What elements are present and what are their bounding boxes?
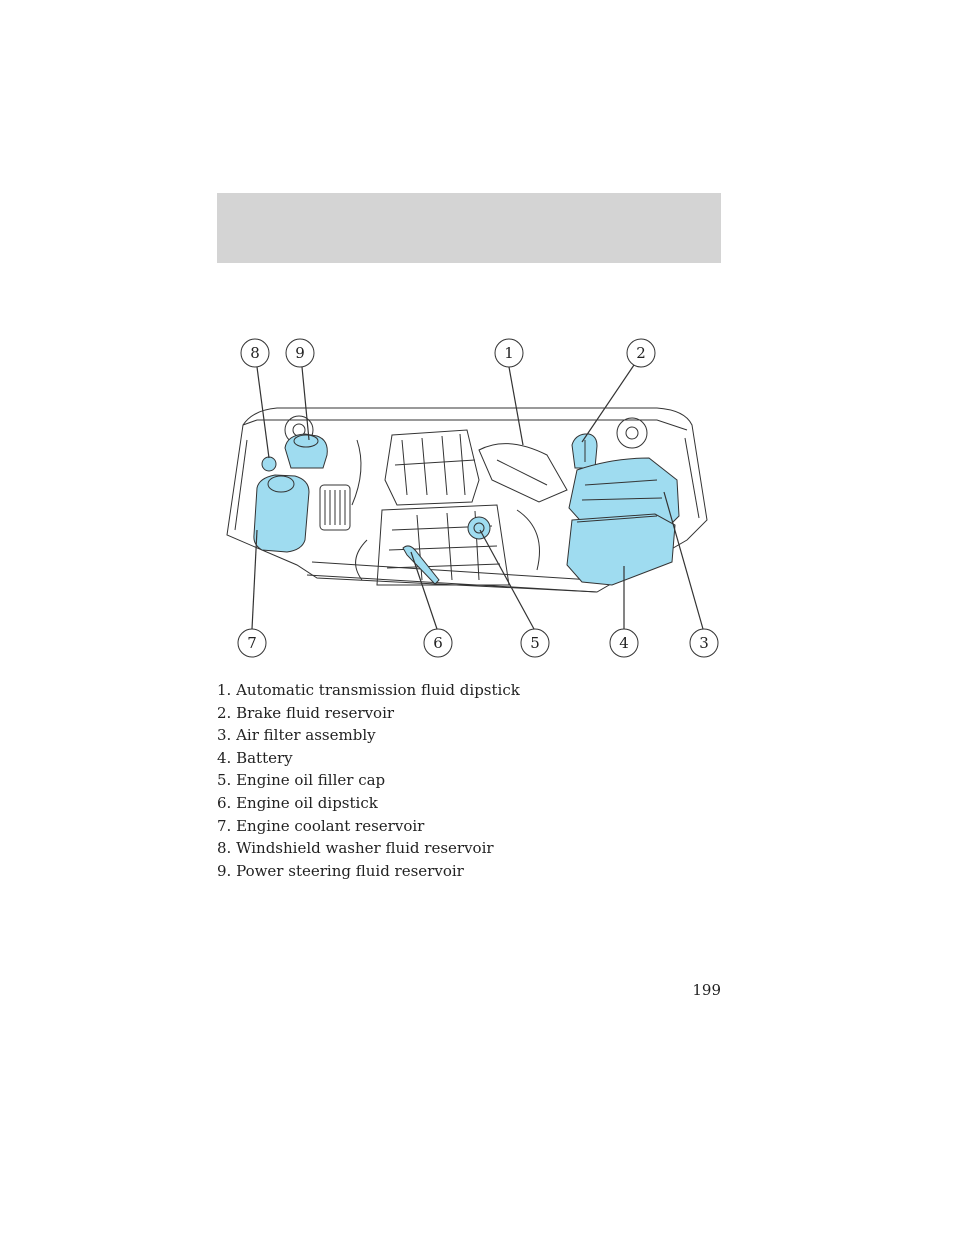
component-legend <box>217 679 520 882</box>
callout-number: 4 <box>619 634 629 652</box>
engine-oil-filler-cap <box>468 517 490 539</box>
windshield-washer-cap <box>262 457 276 471</box>
legend-item: 9. Power steering fluid reservoir <box>217 861 464 880</box>
battery <box>567 514 675 585</box>
legend-item: 4. Battery <box>217 748 293 767</box>
legend-item: 3. Air filter assembly <box>217 726 376 745</box>
callout-number: 9 <box>295 344 305 362</box>
callout-2 <box>627 339 655 367</box>
fender-right-line <box>685 438 699 518</box>
hose-lower <box>356 540 367 580</box>
section-header-band <box>217 193 721 263</box>
engine-oil-dipstick <box>403 546 439 584</box>
coolant-cap <box>268 476 294 492</box>
legend-item: 6. Engine oil dipstick <box>217 793 378 812</box>
callout-number: 5 <box>530 634 540 652</box>
right-strut-tower <box>617 418 647 448</box>
intake-manifold <box>385 430 479 505</box>
page-number: 199 <box>692 981 721 999</box>
hose-left <box>352 440 361 505</box>
callout-number: 2 <box>636 344 646 362</box>
callout-6 <box>424 629 452 657</box>
callout-number: 8 <box>250 344 260 362</box>
callout-number: 6 <box>433 634 443 652</box>
callout-7 <box>238 629 266 657</box>
power-steering-cap <box>294 435 318 447</box>
fender-left-line <box>235 440 247 530</box>
callout-9 <box>286 339 314 367</box>
callout-3 <box>690 629 718 657</box>
alternator-fins <box>325 490 345 525</box>
callout-number: 7 <box>247 634 257 652</box>
legend-item: 1. Automatic transmission fluid dipstick <box>217 681 520 699</box>
callout-8 <box>241 339 269 367</box>
engine-compartment-diagram <box>217 330 727 670</box>
intake-duct-rib <box>497 460 547 485</box>
legend-item: 7. Engine coolant reservoir <box>217 816 425 835</box>
callout-4 <box>610 629 638 657</box>
legend-item: 5. Engine oil filler cap <box>217 771 386 790</box>
hose-center <box>517 510 540 570</box>
legend-item: 8. Windshield washer fluid reservoir <box>217 839 494 858</box>
callout-number: 3 <box>699 634 709 652</box>
right-strut-cap <box>626 427 638 439</box>
legend-item: 2. Brake fluid reservoir <box>217 703 395 722</box>
callout-5 <box>521 629 549 657</box>
callout-1 <box>495 339 523 367</box>
engine-illustration <box>217 330 727 670</box>
callout-number: 1 <box>504 344 514 362</box>
